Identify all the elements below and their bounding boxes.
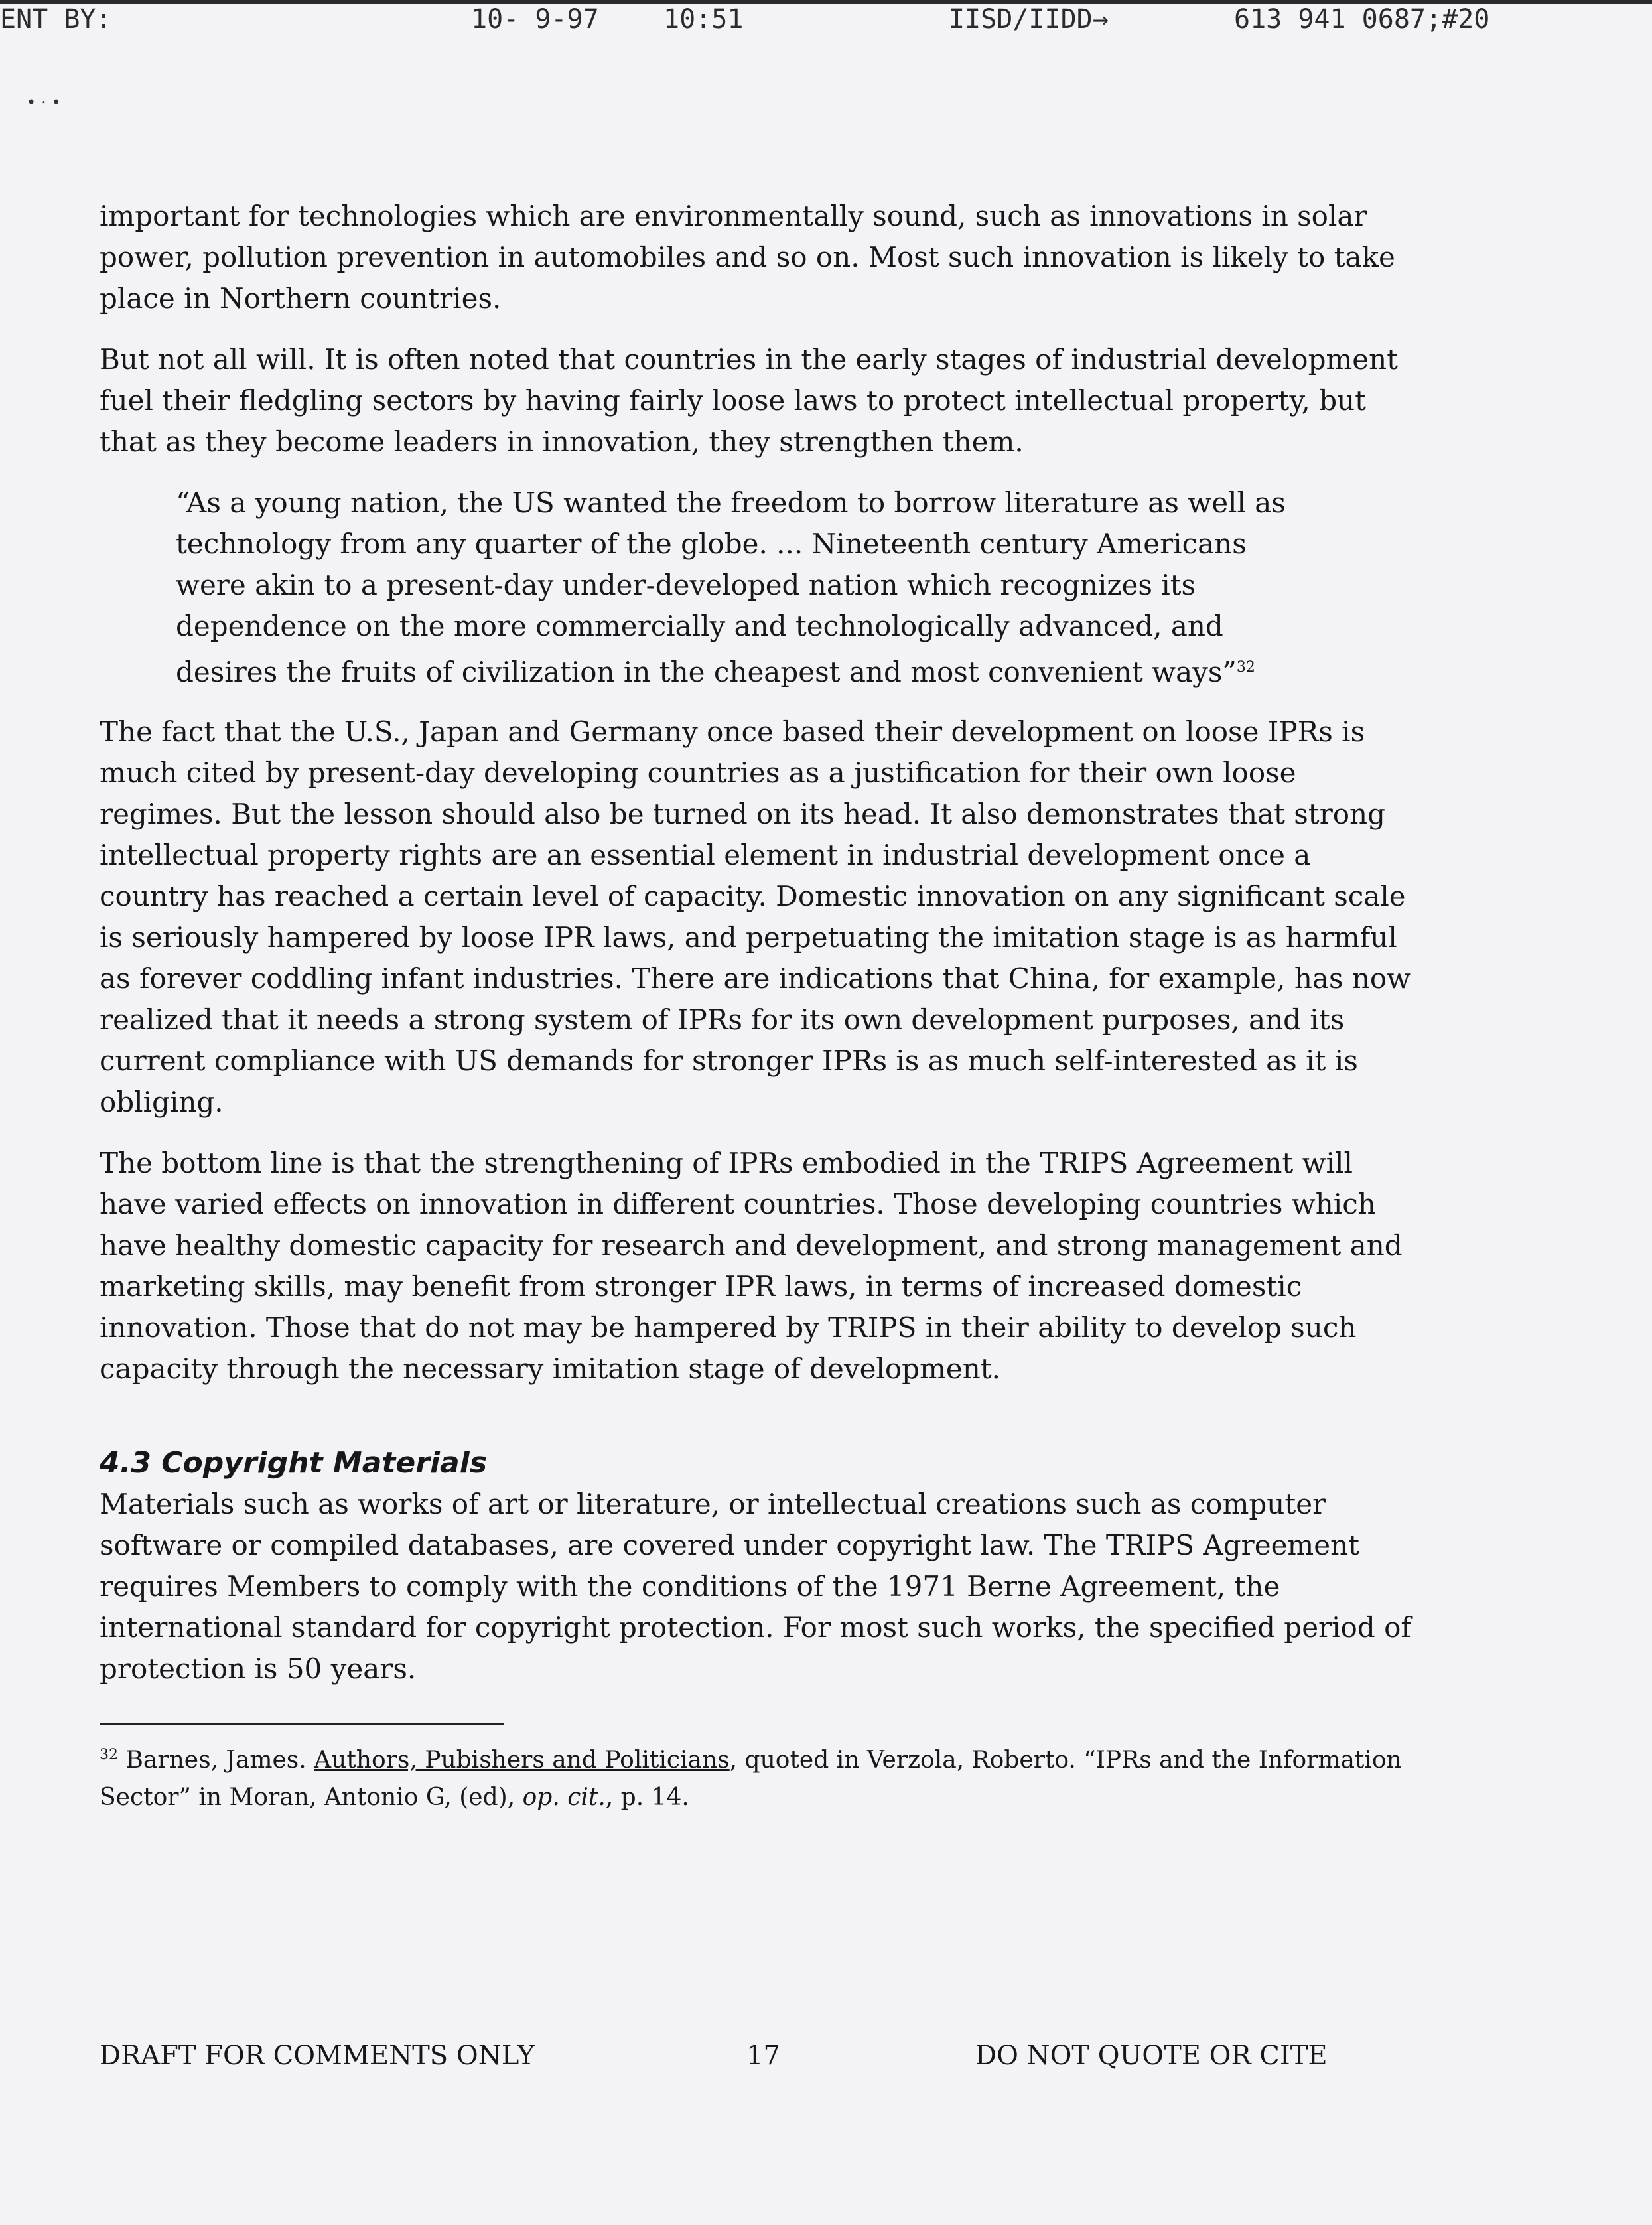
paragraph: The bottom line is that the strengthening of IPRs embodied in the TRIPS Agreement will have varied effects on innovation in different countries. Those developing countries which have healthy domestic capacity for research and development, and strong management and marketing skills, may benefit from stronger IPR laws, in terms of increased domestic innovation. Those that do not may be hampered by TRIPS in their ability to develop such capacity through the necessary imitation stage of development.	[100, 1147, 1403, 1385]
section-heading: 4.3 Copyright Materials	[100, 1446, 488, 1480]
paragraph: But not all will. It is often noted that countries in the early stages of industrial development fuel their fledgling sectors by having fairly loose laws to protect intellectual property, but that as they become leaders in innovation, they strengthen them.	[100, 343, 1399, 458]
fax-number: 613 941 0687;#20	[1234, 4, 1490, 35]
footnote-page: , p. 14.	[605, 1784, 689, 1811]
fax-date: 10- 9-97	[471, 4, 599, 35]
fax-time: 10:51	[663, 4, 744, 35]
page-footer	[100, 2041, 1327, 2080]
page-number: 17	[746, 2041, 780, 2071]
footnote-citation: , quoted in Verzola, Roberto. “IPRs and the Information Sector” in Moran, Antonio G, (ed),	[100, 1747, 1402, 1811]
fax-sender: ENT BY:	[0, 4, 112, 35]
footnote-reference: 32	[1236, 659, 1255, 676]
paragraph: The fact that the U.S., Japan and Germany once based their development on loose IPRs is much cited by present-day developing countries as a justification for their own loose regimes. But the lesson should also be turned on its head. It also demonstrates that strong intellectual property rights are an essential element in industrial development once a country has reached a certain level of capacity. Domestic innovation on any significant scale is seriously hampered by loose IPR laws, and perpetuating the imitation stage is as harmful as forever coddling infant industries. There are indications that China, for example, has now realized that it needs a strong system of IPRs for its own development purposes, and its current compliance with US demands for stronger IPRs is as much self-interested as it is obliging.	[100, 715, 1411, 1118]
fax-header	[0, 4, 1652, 44]
fax-station: IISD/IIDD→	[949, 4, 1109, 35]
block-quote	[176, 482, 1304, 693]
footer-draft-notice: DRAFT FOR COMMENTS ONLY	[100, 2041, 535, 2071]
footnote-number: 32	[100, 1747, 118, 1763]
footnote-author: Barnes, James.	[125, 1747, 307, 1774]
section-paragraph: Materials such as works of art or literature, or intellectual creations such as computer software or compiled databases, are covered under copyright law. The TRIPS Agreement requires Members to comply with the conditions of the 1971 Berne Agreement, the international standard for copyright protection. For most such works, the specified period of protection is 50 years.	[100, 1488, 1411, 1685]
paragraph: important for technologies which are environmentally sound, such as innovations in solar power, pollution prevention in automobiles and so on. Most such innovation is likely to take place in Northern countries.	[100, 200, 1395, 315]
footnote-op-cit: op. cit.	[522, 1784, 606, 1811]
quote-text: “As a young nation, the US wanted the freedom to borrow literature as well as technology from any quarter of the globe. ... Nineteenth century Americans were akin to a present-day under-developed nation which recognizes its dependence on the more commercially and technologically advanced, and desires the fruits of civilization in the cheapest and most convenient ways”	[176, 486, 1286, 688]
scan-specks: • ⋅ •	[27, 93, 61, 111]
footer-citation-notice: DO NOT QUOTE OR CITE	[975, 2041, 1328, 2071]
footnote-title: Authors, Pubishers and Politicians	[314, 1747, 730, 1774]
footnote	[100, 1737, 1420, 1816]
footnote-divider	[100, 1723, 504, 1725]
document-body	[100, 196, 1420, 1816]
